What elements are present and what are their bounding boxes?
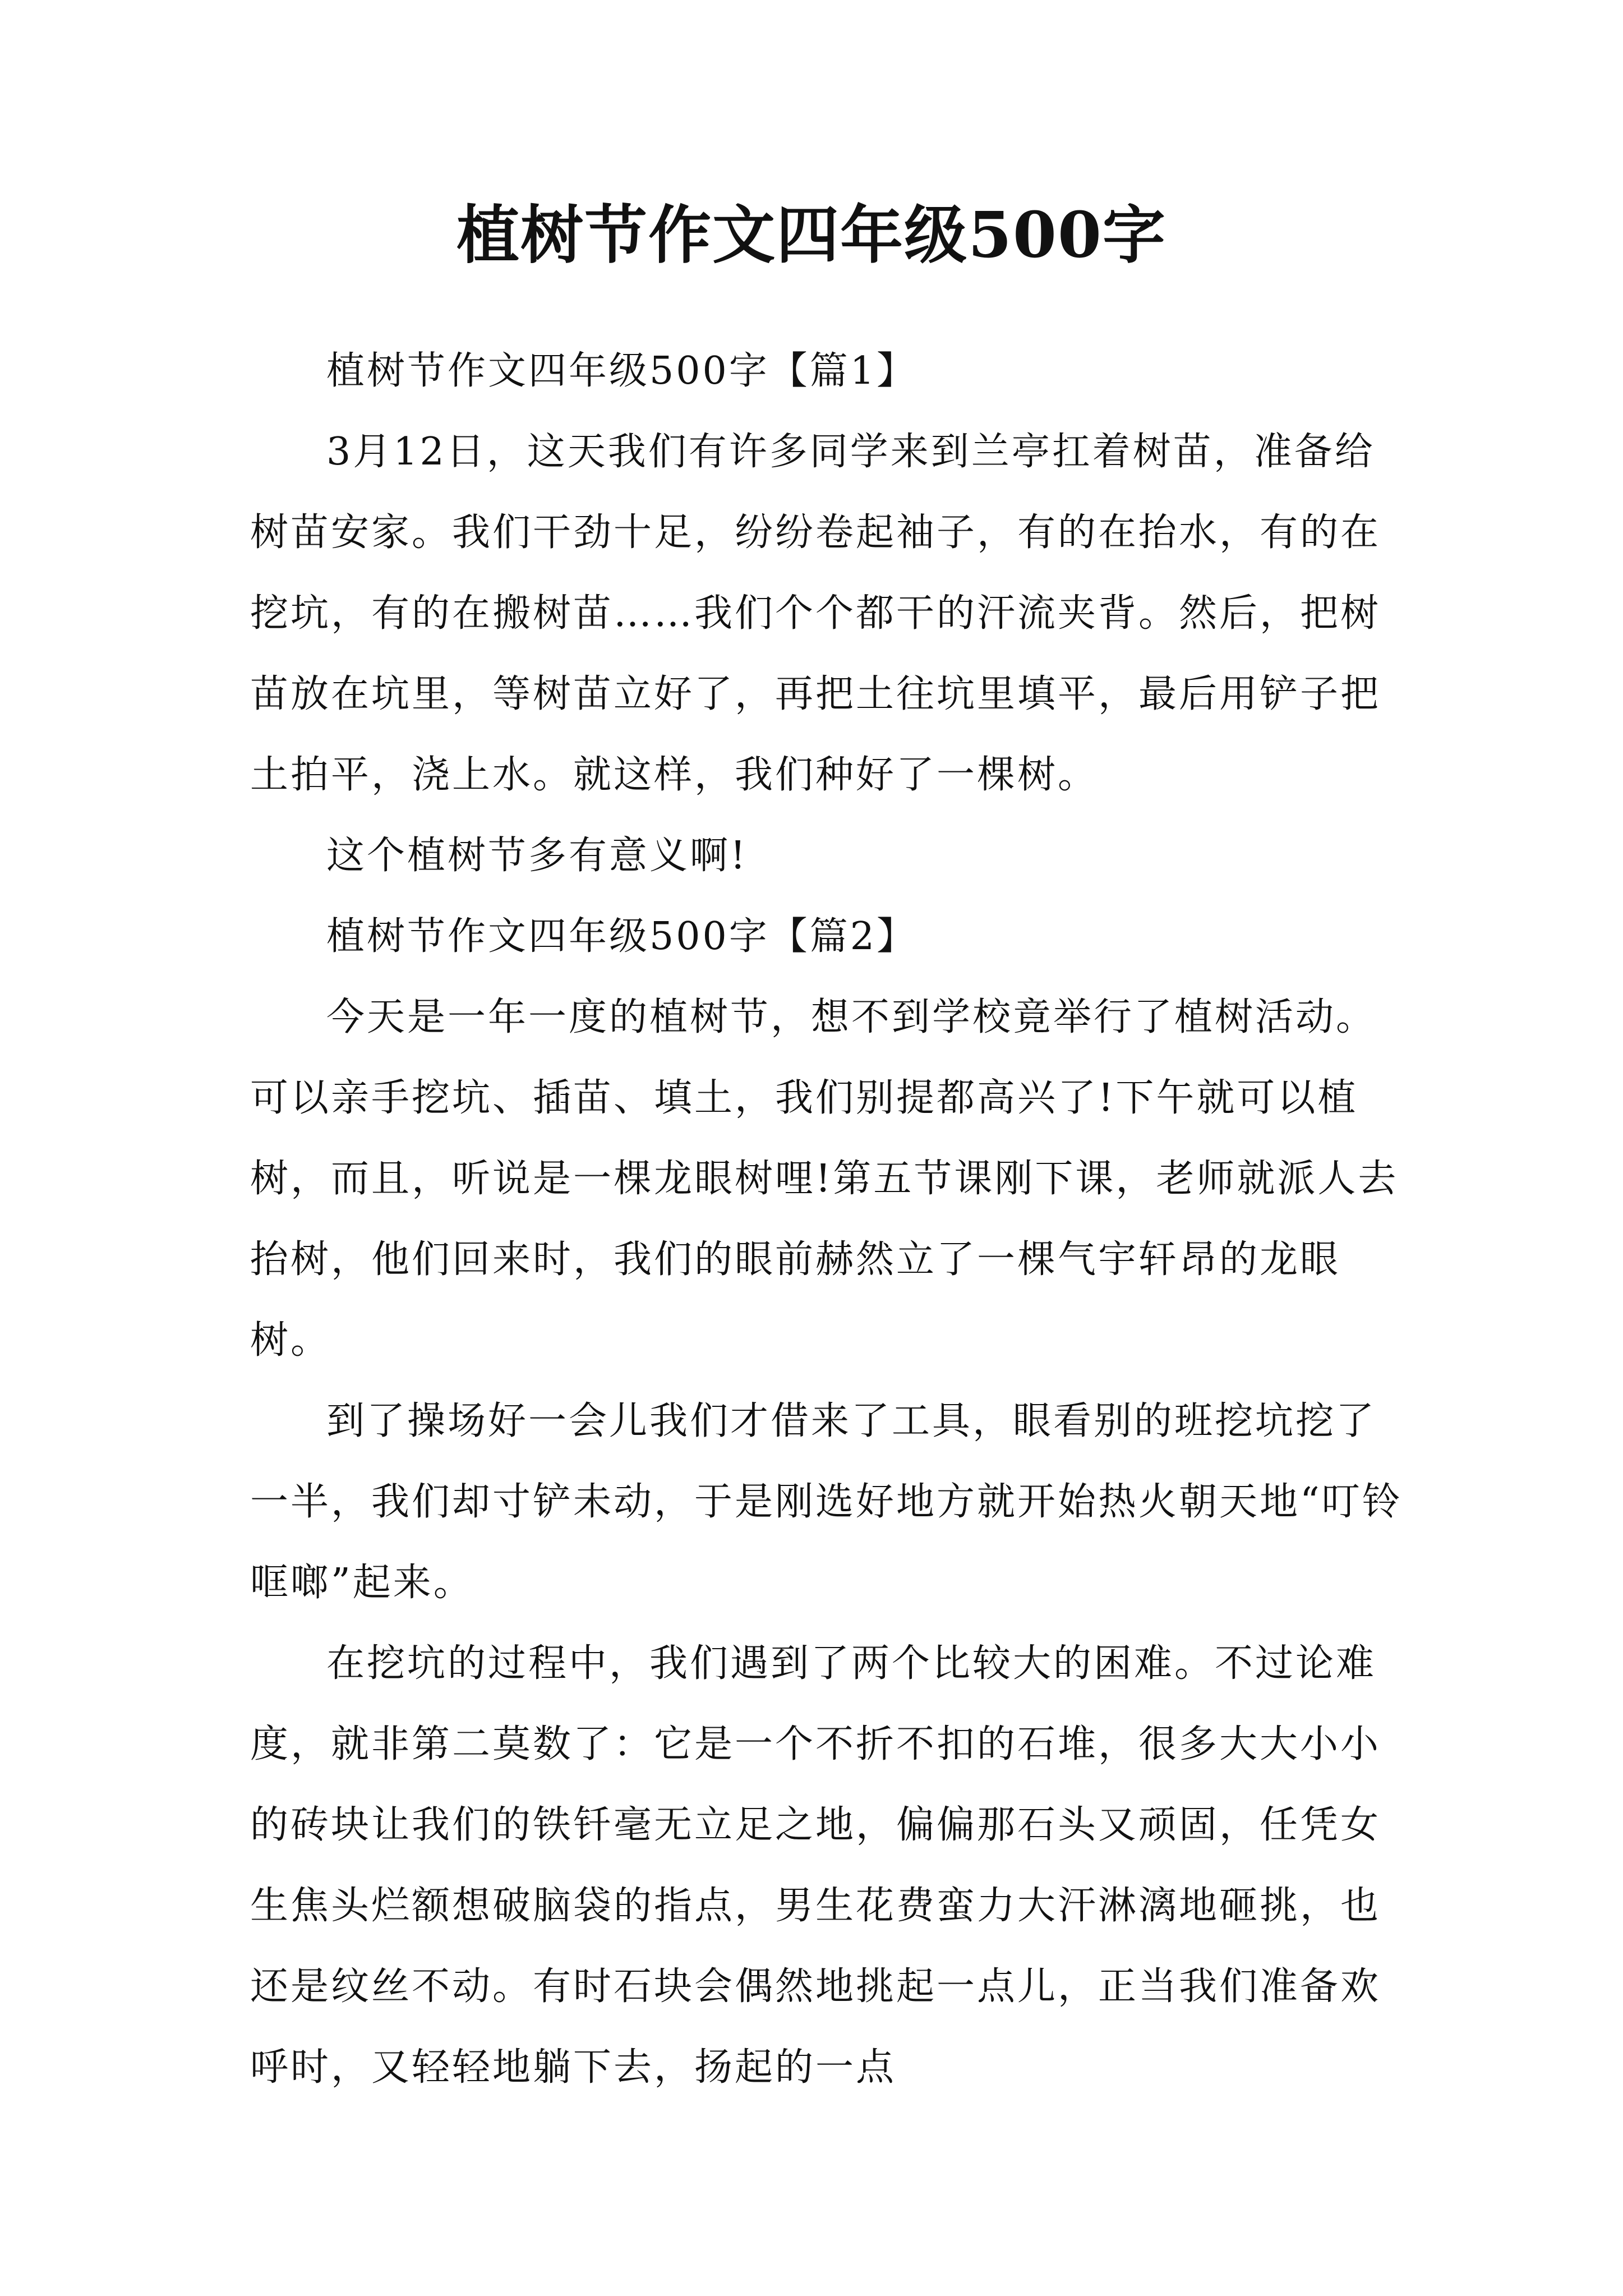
- document-body: [250, 331, 1414, 2108]
- paragraph: 3月12日，这天我们有许多同学来到兰亭扛着树苗，准备给树苗安家。我们干劲十足，纷纷卷起袖子，有的在抬水，有的在挖坑，有的在搬树苗……我们个个都干的汗流夹背。然后，把树苗放在坑里，等树苗立好了，再把土往坑里填平，最后用铲子把土拍平，浇上水。就这样，我们种好了一棵树。: [250, 430, 1381, 797]
- paragraph: 今天是一年一度的植树节，想不到学校竟举行了植树活动。可以亲手挖坑、插苗、填土，我们别提都高兴了!下午就可以植树，而且，听说是一棵龙眼树哩!第五节课刚下课，老师就派人去抬树，他们回来时，我们的眼前赫然立了一棵气宇轩昂的龙眼树。: [250, 995, 1399, 1363]
- document-title: 植树节作文四年级500字: [457, 199, 1166, 272]
- paragraph: 在挖坑的过程中，我们遇到了两个比较大的困难。不过论难度，就非第二莫数了：它是一个不折不扣的石堆，很多大大小小的砖块让我们的铁钎毫无立足之地，偏偏那石头又顽固，任凭女生焦头烂额想破脑袋的指点，男生花费蛮力大汗淋漓地砸挑，也还是纹丝不动。有时石块会偶然地挑起一点儿，正当我们准备欢呼时，又轻轻地躺下去，扬起的一点: [250, 1641, 1381, 2090]
- section-heading-1: 植树节作文四年级500字【篇1】: [326, 349, 917, 393]
- paragraph: 这个植树节多有意义啊!: [326, 834, 748, 878]
- paragraph: 到了操场好一会儿我们才借来了工具，眼看别的班挖坑挖了一半，我们却寸铲未动，于是刚选好地方就开始热火朝天地“叮铃哐啷”起来。: [250, 1399, 1403, 1605]
- section-heading-2: 植树节作文四年级500字【篇2】: [326, 914, 917, 959]
